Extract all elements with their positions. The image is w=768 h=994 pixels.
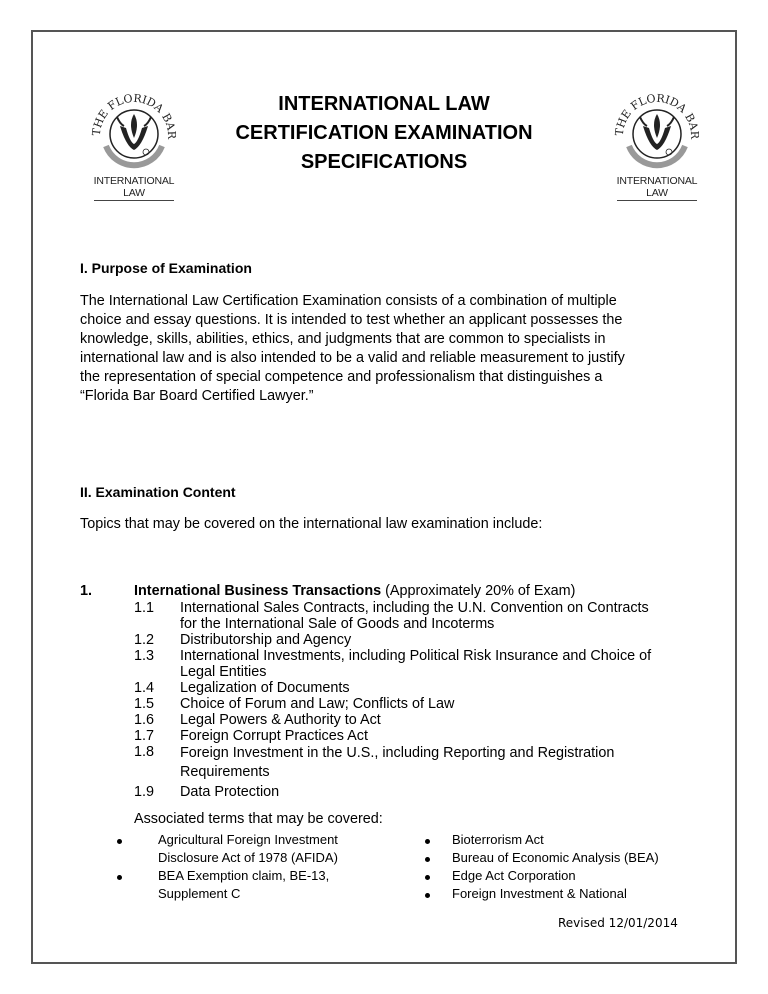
paragraph-line: the representation of special competence and professionalism that distinguishes a: [80, 369, 603, 385]
subitem-line: for the International Sale of Goods and Incoterms: [180, 616, 495, 632]
subitem-line: Legal Powers & Authority to Act: [180, 712, 381, 728]
subitem-line: International Sales Contracts, including the U.N. Convention on Contracts: [180, 600, 649, 616]
subitem-text: [180, 632, 700, 648]
bullet-dot: [425, 857, 430, 862]
subitem-number: 1.8: [134, 744, 155, 760]
subitem-line: Distributorship and Agency: [180, 632, 352, 648]
bullet-dot: [425, 893, 430, 898]
paragraph-line: choice and essay questions. It is intended to test whether an applicant possesses the: [80, 312, 623, 328]
logo-line-international: INTERNATIONAL: [616, 175, 698, 187]
bullet-dot: [425, 839, 430, 844]
term-item: [158, 867, 329, 903]
bullet-dot: [117, 839, 122, 844]
subitem-line: Data Protection: [180, 784, 280, 800]
document-title: [200, 90, 568, 177]
subitem-text: [180, 696, 700, 712]
logo-line-law: LAW: [646, 187, 668, 199]
subitem-number: 1.6: [134, 712, 155, 728]
subitem-number: 1.4: [134, 680, 155, 696]
bullet-dot: [425, 875, 430, 880]
title-line-3: SPECIFICATIONS: [300, 151, 468, 173]
subitem-text: [180, 600, 700, 632]
svg-text:THE FLORIDA BAR: THE FLORIDA BAR: [612, 91, 702, 140]
subitem-line: Foreign Corrupt Practices Act: [180, 728, 368, 744]
item-1-heading: [134, 583, 575, 599]
subitem-text: [180, 744, 700, 782]
subitem-number: 1.5: [134, 696, 155, 712]
paragraph-line: The International Law Certification Examination consists of a combination of multiple: [80, 293, 617, 309]
subitem-line: Requirements: [180, 764, 270, 780]
section-1-paragraph: [80, 292, 688, 406]
subitem-text: [180, 728, 700, 744]
subitem-text: [180, 648, 700, 680]
paragraph-line: international law and is also intended to be a valid and reliable measurement to justify: [80, 350, 625, 366]
subitem-line: Foreign Investment in the U.S., including Reporting and Registration: [180, 745, 615, 761]
item-1-title: International Business Transactions: [134, 583, 382, 599]
term-item: Bureau of Economic Analysis (BEA): [452, 850, 659, 865]
paragraph-line: knowledge, skills, abilities, ethics, and judgments that are common to specialists in: [80, 331, 606, 347]
section-2-heading: II. Examination Content: [80, 484, 236, 500]
subitem-number: 1.3: [134, 648, 155, 664]
item-1-number: 1.: [80, 583, 93, 599]
florida-bar-logo-right: [607, 84, 707, 202]
subitem-number: 1.9: [134, 784, 155, 800]
paragraph-line: “Florida Bar Board Certified Lawyer.”: [80, 388, 314, 404]
subitem-number: 1.1: [134, 600, 155, 616]
term-item: Edge Act Corporation: [452, 868, 576, 883]
term-item: Foreign Investment & National: [452, 886, 627, 901]
subitem-number: 1.7: [134, 728, 155, 744]
svg-text:THE FLORIDA BAR: THE FLORIDA BAR: [89, 91, 179, 140]
associated-terms-label: Associated terms that may be covered:: [134, 811, 383, 827]
subitem-text: [180, 784, 700, 800]
revised-date: Revised 12/01/2014: [558, 916, 678, 930]
title-line-2: CERTIFICATION EXAMINATION: [235, 122, 533, 144]
term-item: Bioterrorism Act: [452, 832, 544, 847]
term-line: BEA Exemption claim, BE-13,: [158, 868, 330, 883]
term-line: Agricultural Foreign Investment: [158, 832, 338, 847]
section-2-intro: Topics that may be covered on the international law examination include:: [80, 516, 543, 532]
bullet-dot: [117, 875, 122, 880]
logo-rule: [94, 200, 174, 201]
logo-line-law: LAW: [123, 187, 145, 199]
florida-bar-logo-left: [84, 84, 184, 202]
section-1-heading: I. Purpose of Examination: [80, 260, 252, 276]
subitem-line: International Investments, including Political Risk Insurance and Choice of: [180, 648, 652, 664]
subitem-text: [180, 680, 700, 696]
logo-rule: [617, 200, 697, 201]
florida-bar-seal-icon: [607, 84, 707, 176]
subitem-line: Legalization of Documents: [180, 680, 350, 696]
subitem-line: Legal Entities: [180, 664, 267, 680]
subitem-text: [180, 712, 700, 728]
term-line: Supplement C: [158, 886, 241, 901]
florida-bar-seal-icon: [84, 84, 184, 176]
title-line-1: INTERNATIONAL LAW: [278, 93, 490, 115]
term-item: [158, 831, 338, 867]
subitem-number: 1.2: [134, 632, 155, 648]
subitem-line: Choice of Forum and Law; Conflicts of Law: [180, 696, 455, 712]
term-line: Disclosure Act of 1978 (AFIDA): [158, 850, 338, 865]
item-1-note: (Approximately 20% of Exam): [381, 583, 576, 599]
logo-line-international: INTERNATIONAL: [93, 175, 175, 187]
